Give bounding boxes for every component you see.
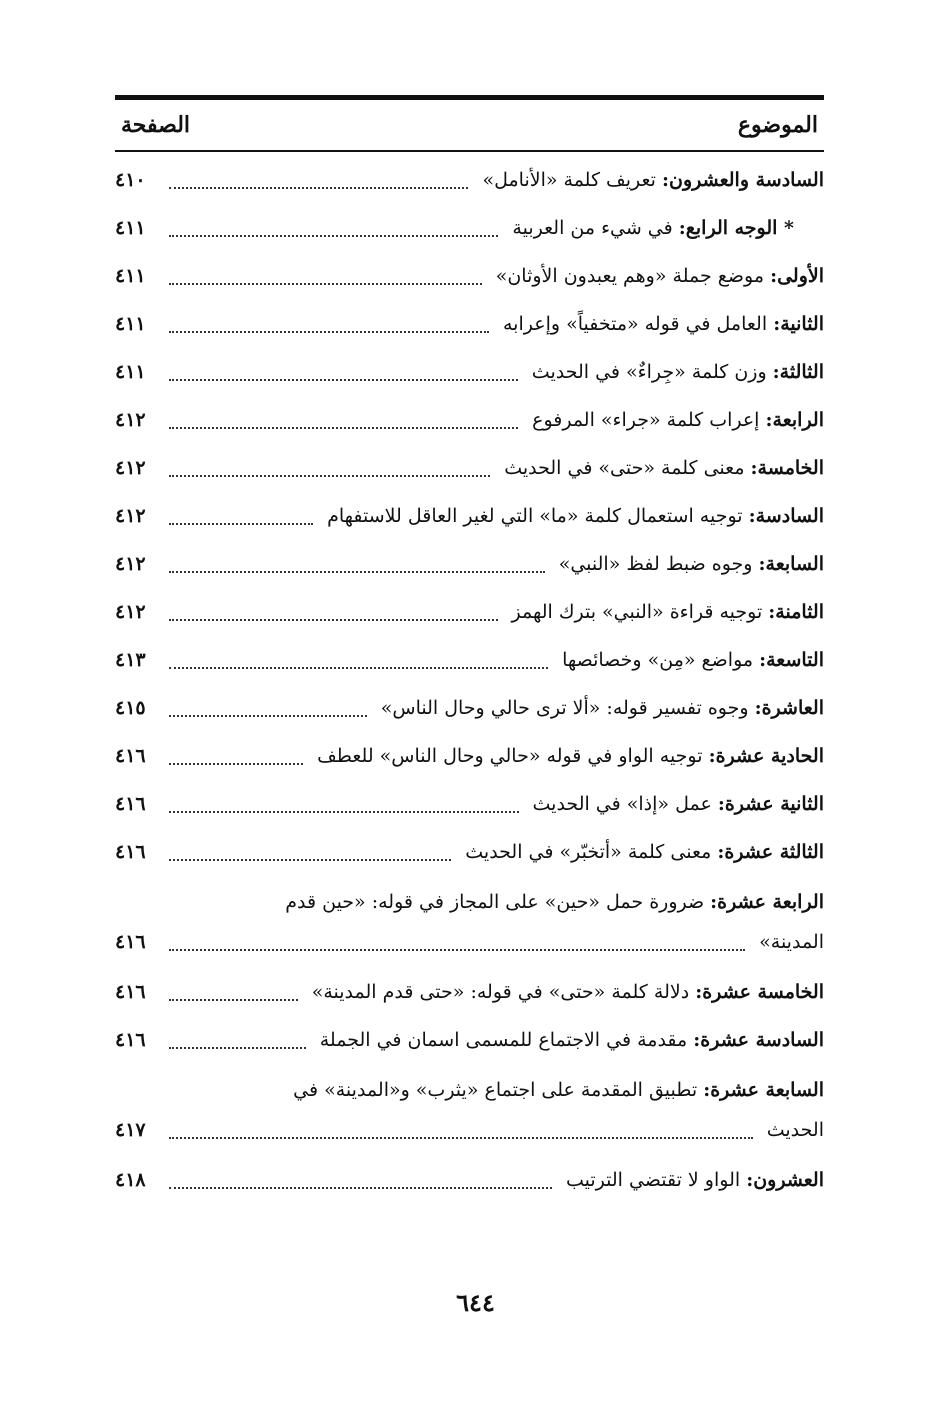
entry-title: [504, 216, 794, 240]
entry-label: السادسة عشرة:: [693, 1029, 824, 1051]
entry-label: العشرون:: [746, 1169, 824, 1191]
toc-entry: [115, 828, 824, 876]
entry-title: [496, 456, 824, 480]
entry-page-number: ٤١٢: [115, 409, 146, 431]
toc-entry: [115, 684, 824, 732]
entry-page-number: ٤١٢: [115, 553, 146, 575]
entry-text: موضع جملة «وهم يعبدون الأوثان»: [495, 265, 765, 287]
entry-label: السابعة:: [758, 553, 824, 575]
entry-label: الحادية عشرة:: [708, 745, 824, 767]
entry-page-number: ٤١٠: [115, 169, 146, 191]
dot-leader: [169, 283, 482, 285]
entry-title: [474, 168, 824, 192]
entry-text: معنى كلمة «أتخبّر» في الحديث: [465, 841, 712, 863]
entry-title: [373, 696, 824, 720]
dot-leader: [169, 475, 490, 477]
entry-title: [525, 792, 824, 816]
entry-page-number: ٤١٢: [115, 505, 146, 527]
entry-continuation-line: [115, 922, 824, 962]
entry-title: [524, 360, 824, 384]
dot-leader: [169, 187, 468, 189]
entry-page-number: ٤١٦: [115, 931, 146, 953]
entry-title: [488, 264, 824, 288]
dot-leader: [169, 811, 519, 813]
entry-page-number: ٤١١: [115, 217, 146, 239]
entry-first-line: [115, 882, 824, 922]
entry-text: وزن كلمة «جِراءٌ» في الحديث: [531, 361, 767, 383]
toc-entry: [115, 444, 824, 492]
dot-leader: [169, 379, 518, 381]
toc-entry-multiline: [115, 876, 824, 968]
entry-page-number: ٤١٦: [115, 1029, 146, 1051]
subject-column-label: الموضوع: [737, 112, 818, 138]
dot-leader: [169, 331, 489, 333]
entry-page-number: ٤١٧: [115, 1119, 146, 1141]
entry-label: الأولى:: [770, 265, 824, 287]
entry-label: * الوجه الرابع:: [678, 217, 794, 239]
entry-page-number: ٤١١: [115, 361, 146, 383]
entry-page-number: ٤١٥: [115, 697, 146, 719]
dot-leader: [169, 523, 313, 525]
entry-label: الثالثة:: [772, 361, 824, 383]
dot-leader: [169, 235, 498, 237]
entry-text: وجوه تفسير قوله: «ألا ترى حالي وحال الناس»: [380, 697, 749, 719]
page-column-label: الصفحة: [121, 112, 191, 138]
toc-entry: [115, 396, 824, 444]
entry-text: توجيه الواو في قوله «حالي وحال الناس» للعطف: [317, 745, 703, 767]
entry-text: مقدمة في الاجتماع للمسمى اسمان في الجملة: [319, 1029, 688, 1051]
entry-text-continued: المدينة»: [759, 931, 824, 953]
toc-entry: [115, 252, 824, 300]
entry-title: [554, 648, 824, 672]
entry-page-number: ٤١٣: [115, 649, 146, 671]
entry-text: وجوه ضبط لفظ «النبي»: [558, 553, 753, 575]
entry-title: [558, 1168, 824, 1192]
entry-text: الواو لا تقتضي الترتيب: [565, 1169, 741, 1191]
toc-entry-multiline: [115, 1064, 824, 1156]
entry-title: [524, 408, 824, 432]
page-number: ٦٤٤: [456, 1288, 495, 1317]
entry-title: [312, 1028, 824, 1052]
entry-text: معنى كلمة «حتى» في الحديث: [504, 457, 745, 479]
toc-entry: [115, 636, 824, 684]
dot-leader: [169, 859, 451, 861]
toc-entry: [115, 732, 824, 780]
entry-text: مواضع «مِن» وخصائصها: [562, 649, 754, 671]
entry-page-number: ٤١٢: [115, 601, 146, 623]
toc-entry: [115, 540, 824, 588]
dot-leader: [169, 427, 518, 429]
entry-text: تطبيق المقدمة على اجتماع «يثرب» و«المدينة» في: [293, 1079, 698, 1101]
dot-leader: [169, 715, 367, 717]
entry-label: الخامسة عشرة:: [695, 981, 824, 1003]
toc-entry: [115, 780, 824, 828]
entry-text: توجيه قراءة «النبي» بترك الهمز: [511, 601, 763, 623]
dot-leader: [169, 667, 548, 669]
entry-title: [309, 744, 824, 768]
entry-page-number: ٤١١: [115, 313, 146, 335]
entry-page-number: ٤١٦: [115, 745, 146, 767]
entry-title: [504, 600, 825, 624]
entry-page-number: ٤١٦: [115, 841, 146, 863]
entry-label: العاشرة:: [754, 697, 824, 719]
entry-text: توجيه استعمال كلمة «ما» التي لغير العاقل للاستفهام: [327, 505, 743, 527]
entry-text: تعريف كلمة «الأنامل»: [482, 169, 656, 191]
dot-leader: [169, 1187, 552, 1189]
toc-entry: [115, 492, 824, 540]
toc-page: [115, 95, 824, 1204]
entry-label: الثانية:: [773, 313, 824, 335]
entry-label: السابعة عشرة:: [703, 1079, 824, 1101]
entry-text-continued: الحديث: [766, 1119, 824, 1141]
entry-text: ضرورة حمل «حين» على المجاز في قوله: «حين قدم: [285, 891, 705, 913]
dot-leader: [169, 999, 298, 1001]
toc-entry: [115, 204, 824, 252]
toc-entry: [115, 588, 824, 636]
entry-title: [495, 312, 824, 336]
entry-label: السادسة والعشرون:: [662, 169, 824, 191]
toc-entry: [115, 968, 824, 1016]
entry-label: الثانية عشرة:: [717, 793, 824, 815]
toc-entry: [115, 348, 824, 396]
entry-page-number: ٤١٦: [115, 981, 146, 1003]
dot-leader: [169, 949, 745, 951]
dot-leader: [169, 763, 303, 765]
entry-title: [304, 980, 824, 1004]
toc-entry: [115, 300, 824, 348]
entry-text: عمل «إذا» في الحديث: [532, 793, 712, 815]
entry-text: إعراب كلمة «جراء» المرفوع: [532, 409, 760, 431]
entry-text: دلالة كلمة «حتى» في قوله: «حتى قدم المدينة»: [311, 981, 690, 1003]
toc-list: [115, 156, 824, 1204]
entry-label: السادسة:: [748, 505, 824, 527]
toc-entry: [115, 1156, 824, 1204]
toc-entry: [115, 1016, 824, 1064]
entry-title: [457, 840, 824, 864]
entry-text: العامل في قوله «متخفياً» وإعرابه: [503, 313, 768, 335]
dot-leader: [169, 619, 498, 621]
header-bottom-rule: [115, 150, 824, 152]
toc-entry: [115, 156, 824, 204]
dot-leader: [169, 571, 545, 573]
entry-page-number: ٤١٨: [115, 1169, 146, 1191]
entry-label: الرابعة:: [765, 409, 824, 431]
entry-label: الخامسة:: [750, 457, 824, 479]
dot-leader: [169, 1137, 753, 1139]
entry-page-number: ٤١١: [115, 265, 146, 287]
dot-leader: [169, 1047, 306, 1049]
entry-label: التاسعة:: [759, 649, 824, 671]
entry-title: [551, 552, 824, 576]
entry-first-line: [115, 1070, 824, 1110]
entry-label: الثالثة عشرة:: [717, 841, 824, 863]
entry-text: في شيء من العربية: [512, 217, 673, 239]
toc-header: [115, 100, 824, 150]
entry-page-number: ٤١٢: [115, 457, 146, 479]
entry-continuation-line: [115, 1110, 824, 1150]
entry-page-number: ٤١٦: [115, 793, 146, 815]
entry-title: [319, 504, 824, 528]
entry-label: الرابعة عشرة:: [710, 891, 824, 913]
entry-label: الثامنة:: [768, 601, 824, 623]
